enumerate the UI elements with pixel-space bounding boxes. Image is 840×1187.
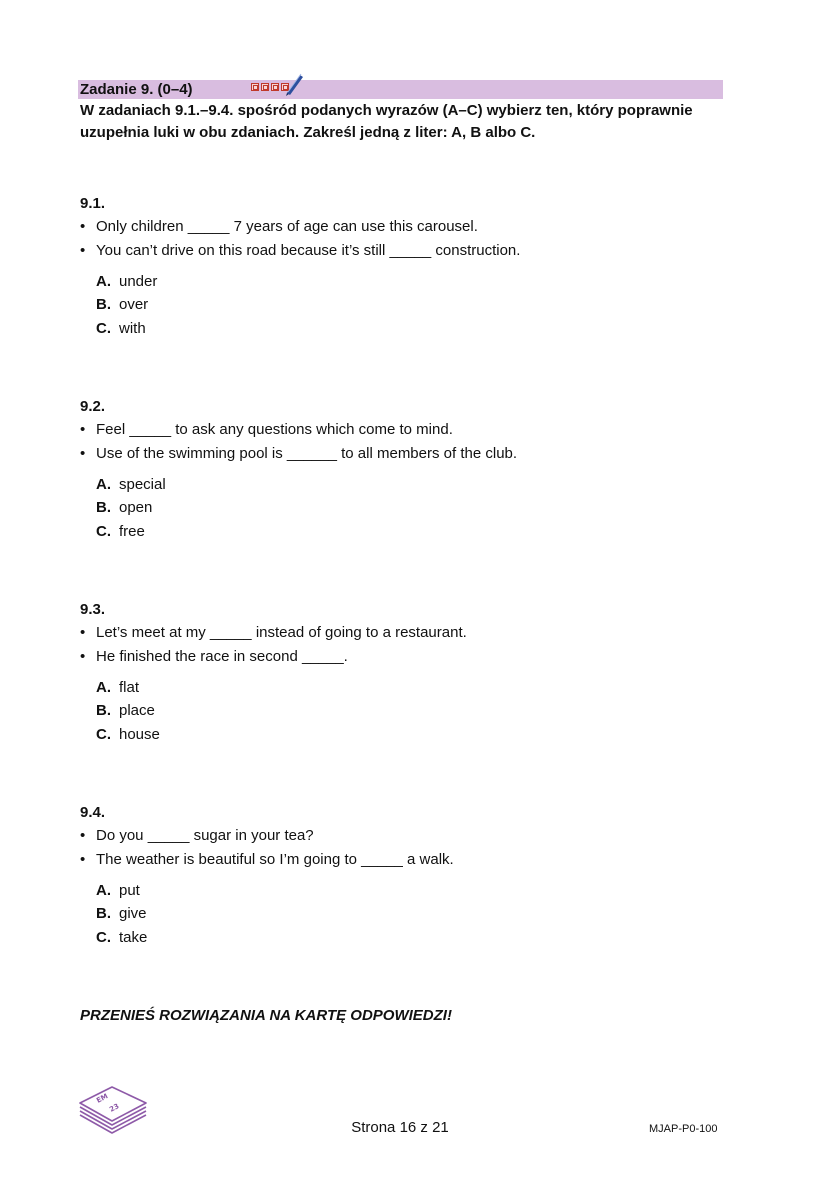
question-9-3	[80, 599, 760, 746]
sentence: • Let’s meet at my _____ instead of going to a restaurant.	[80, 621, 760, 645]
option-letter: B.	[96, 702, 111, 720]
task-instruction: W zadaniach 9.1.–9.4. spośród podanych wyrazów (A–C) wybierz ten, który poprawnie uzupełnia luki w obu zdaniach. Zakreśl jedną z liter: A, B albo C.	[80, 102, 693, 141]
sentence: • You can’t drive on this road because it’s still _____ construction.	[80, 239, 760, 263]
option-letter: B.	[96, 905, 111, 923]
option-a[interactable]	[96, 879, 760, 902]
svg-text:23: 23	[108, 1102, 121, 1114]
answer-options	[80, 473, 760, 543]
question-number: 9.3.	[80, 601, 106, 618]
svg-text:EM: EM	[95, 1092, 110, 1105]
option-a[interactable]	[96, 473, 760, 496]
sentence: • He finished the race in second _____.	[80, 645, 760, 669]
option-letter: A.	[96, 476, 111, 493]
pen-icon	[283, 72, 305, 96]
option-text: place	[119, 702, 155, 720]
option-letter: C.	[96, 725, 111, 743]
question-number: 9.2.	[80, 398, 106, 415]
sentence: • Use of the swimming pool is ______ to all members of the club.	[80, 442, 760, 466]
sentence: • Only children _____ 7 years of age can use this carousel.	[80, 215, 760, 239]
option-text: open	[119, 499, 153, 517]
score-box	[251, 83, 259, 91]
score-box	[271, 83, 279, 91]
score-box	[261, 83, 269, 91]
option-c[interactable]	[96, 317, 760, 340]
option-letter: A.	[96, 882, 111, 899]
option-c[interactable]	[96, 520, 760, 543]
document-code: MJAP-P0-100	[649, 1123, 718, 1135]
option-letter: B.	[96, 499, 111, 517]
option-a[interactable]	[96, 676, 760, 699]
option-text: special	[119, 476, 166, 493]
question-number: 9.1.	[80, 195, 106, 212]
option-letter: C.	[96, 928, 111, 946]
sentence: • The weather is beautiful so I’m going to _____ a walk.	[80, 848, 760, 872]
option-letter: A.	[96, 273, 111, 290]
option-text: give	[119, 905, 147, 923]
option-text: flat	[119, 679, 140, 696]
option-text: take	[119, 928, 148, 946]
option-b[interactable]	[96, 496, 760, 519]
sentence: • Feel _____ to ask any questions which come to mind.	[80, 418, 760, 442]
option-b[interactable]	[96, 293, 760, 316]
page-number: Strona 16 z 21	[351, 1119, 449, 1136]
option-text: under	[119, 273, 158, 290]
option-text: house	[119, 725, 160, 743]
option-c[interactable]	[96, 926, 760, 949]
option-letter: B.	[96, 296, 111, 314]
question-9-1	[80, 193, 760, 340]
option-a[interactable]	[96, 270, 760, 293]
task-title: Zadanie 9. (0–4)	[80, 81, 193, 98]
answer-options	[80, 879, 760, 949]
option-text: over	[119, 296, 149, 314]
option-letter: C.	[96, 522, 111, 540]
question-9-4	[80, 802, 760, 949]
question-number: 9.4.	[80, 804, 106, 821]
option-b[interactable]	[96, 902, 760, 925]
transfer-answers-note: PRZENIEŚ ROZWIĄZANIA NA KARTĘ ODPOWIEDZI!	[80, 1007, 452, 1024]
answer-options	[80, 270, 760, 340]
option-text: with	[119, 319, 146, 337]
sentence: • Do you _____ sugar in your tea?	[80, 824, 760, 848]
option-text: free	[119, 522, 145, 540]
option-text: put	[119, 882, 140, 899]
option-b[interactable]	[96, 699, 760, 722]
option-c[interactable]	[96, 723, 760, 746]
option-letter: C.	[96, 319, 111, 337]
question-9-2	[80, 396, 760, 543]
option-letter: A.	[96, 679, 111, 696]
answer-options	[80, 676, 760, 746]
